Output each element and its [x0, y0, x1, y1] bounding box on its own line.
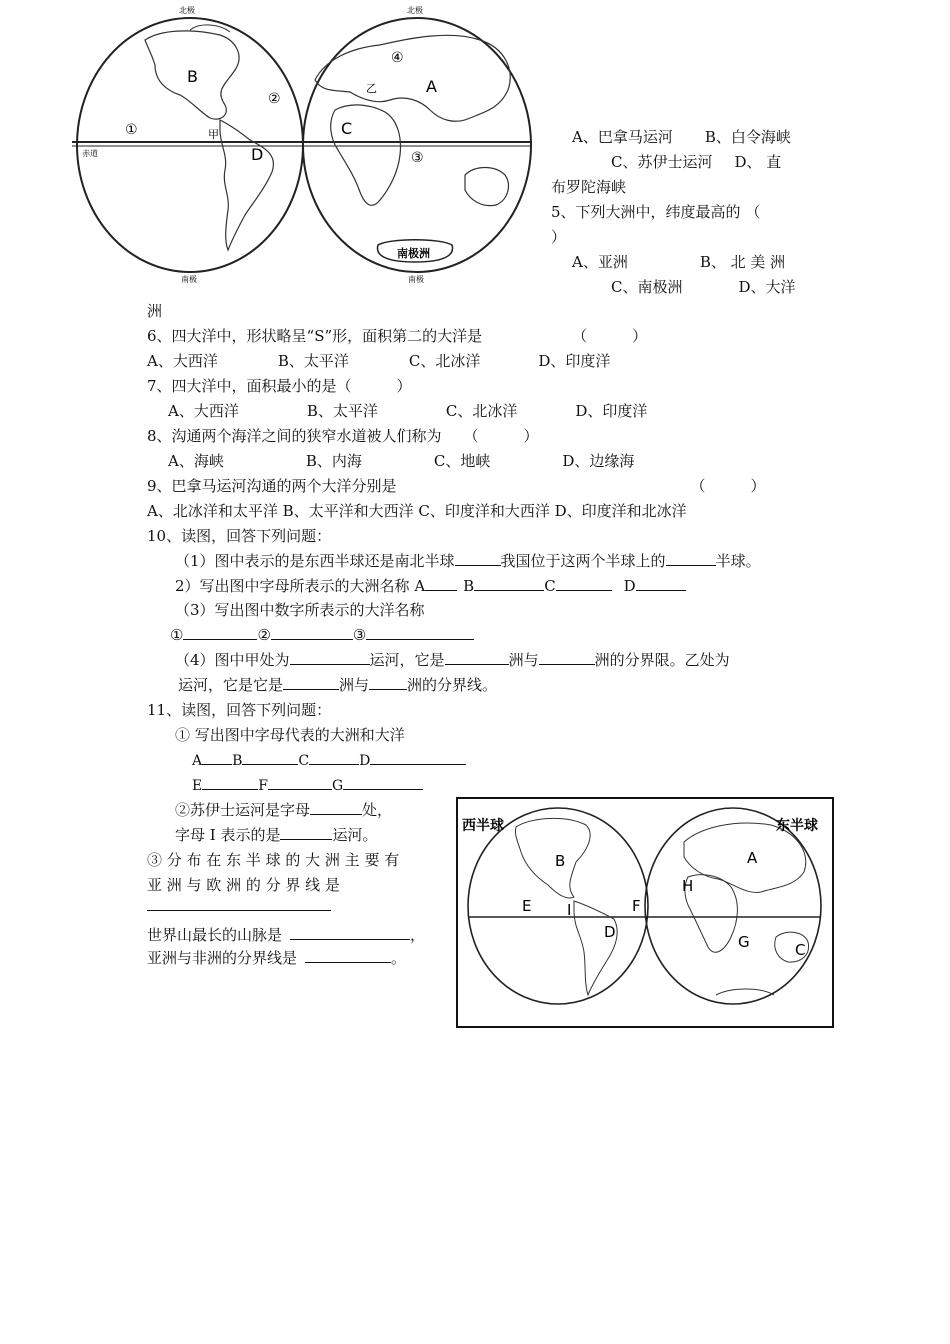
q11-p1: ① 写出图中字母代表的大洲和大洋: [175, 726, 405, 744]
map2-label-F: F: [632, 897, 641, 915]
q11-blank-G[interactable]: [343, 775, 423, 790]
hemispheres-map-2: [456, 797, 834, 1028]
q10-blank-ocean3[interactable]: [366, 625, 474, 640]
q10-blank-ocean1[interactable]: [183, 625, 257, 640]
q6-options: A、大西洋 B、太平洋 C、北冰洋 D、印度洋: [147, 352, 611, 370]
map2-label-I: I: [567, 901, 572, 919]
q11-letters-row2: E F G: [192, 775, 423, 796]
label-n3: ③: [411, 150, 424, 166]
label-jia: 甲: [208, 128, 219, 141]
q10-blank-hemisphere[interactable]: [455, 551, 501, 566]
q11-p3b: 亚 洲 与 欧 洲 的 分 界 线 是: [147, 876, 340, 894]
q5-line3: 洲: [147, 302, 163, 320]
q7-stem: 7、四大洋中，面积最小的是（ ）: [147, 377, 412, 395]
q11-letters-row1: A B C D: [192, 750, 466, 771]
label-A: A: [426, 77, 437, 96]
antarctica-label: 南极洲: [397, 247, 430, 260]
south-america-outline: [220, 120, 273, 250]
q4-line3: 布罗陀海峡: [551, 178, 627, 196]
q5-stem: 5、下列大洲中，纬度最高的 （: [551, 203, 761, 221]
south-pole-label-right: 南极: [408, 275, 424, 284]
q11-blank-mountain[interactable]: [290, 925, 410, 940]
label-D: D: [251, 145, 264, 164]
north-pole-label-left: 北极: [179, 6, 195, 15]
hemispheres-map-1: [60, 0, 540, 285]
australia-outline: [465, 168, 508, 206]
west-hemisphere-label: 西半球: [462, 818, 504, 834]
q11-blank-suez[interactable]: [310, 800, 362, 815]
q11-p5: 亚洲与非洲的分界线是 。: [147, 949, 407, 967]
q11-blank-I[interactable]: [280, 825, 332, 840]
q11-blank-D[interactable]: [370, 750, 466, 765]
q6-stem: 6、四大洋中，形状略呈“S”形，面积第二的大洋是 （ ）: [147, 327, 648, 345]
q11-blank-B[interactable]: [242, 750, 298, 765]
q5-line1: A、亚洲 B、 北 美 洲: [572, 253, 786, 271]
q10-sub4-cont: 运河，它是它是 洲与 洲的分界线。: [178, 676, 498, 694]
q11-p3a: ③ 分 布 在 东 半 球 的 大 洲 主 要 有: [147, 851, 400, 869]
q11-blank-F[interactable]: [268, 775, 332, 790]
map2-label-E: E: [522, 897, 532, 915]
q10-blank-A[interactable]: [425, 576, 457, 591]
q10-blank-canal1[interactable]: [290, 650, 370, 665]
q10-blank-cont3[interactable]: [283, 675, 339, 690]
q11-blank-E[interactable]: [202, 775, 258, 790]
map2-label-D: D: [604, 923, 616, 941]
label-B: B: [187, 67, 198, 86]
q11-blank-C[interactable]: [309, 750, 359, 765]
label-n4: ④: [391, 50, 404, 66]
q11-p2-cont: 字母 I 表示的是 运河。: [175, 826, 378, 844]
q10-sub4: （4）图中甲处为 运河，它是 洲与 洲的分界限。乙处为: [175, 651, 730, 669]
q8-stem: 8、沟通两个海洋之间的狭窄水道被人们称为 （ ）: [147, 427, 539, 445]
label-C: C: [341, 119, 353, 138]
q11-p2: ②苏伊士运河是字母 处，: [175, 801, 393, 819]
q10-sub1: （1）图中表示的是东西半球还是南北半球 我国位于这两个半球上的 半球。: [175, 552, 761, 570]
equator-label: 赤道: [82, 149, 98, 158]
q8-options: A、海峡 B、内海 C、地峡 D、边缘海: [168, 452, 635, 470]
q10-blank-D[interactable]: [636, 576, 686, 591]
map2-label-C: C: [795, 941, 806, 959]
q10-sub3-blanks: ① ② ③: [170, 625, 474, 645]
q9-stem: 9、巴拿马运河沟通的两个大洋分别是 （ ）: [147, 477, 766, 495]
q10-blank-half[interactable]: [666, 551, 716, 566]
east-hemisphere-label: 东半球: [776, 818, 818, 834]
q10-blank-C[interactable]: [556, 576, 612, 591]
eastern-hemisphere-circle: [303, 18, 531, 272]
map2-label-B: B: [555, 852, 566, 870]
q7-options: A、大西洋 B、太平洋 C、北冰洋 D、印度洋: [168, 402, 648, 420]
q10-blank-cont2[interactable]: [539, 650, 595, 665]
map2-label-A: A: [747, 849, 758, 867]
label-n1: ①: [125, 122, 138, 138]
q4-line1: A、巴拿马运河 B、白令海峡: [572, 128, 791, 146]
q5-line2: C、南极洲 D、大洋: [611, 278, 796, 296]
q10-stem: 10、读图，回答下列问题：: [147, 527, 332, 545]
q10-sub2: 2）写出图中字母所表示的大洲名称 A B C D: [175, 576, 686, 596]
q9-options: A、北冰洋和太平洋 B、太平洋和大西洋 C、印度洋和大西洋 D、印度洋和北冰洋: [147, 502, 687, 520]
q10-blank-B[interactable]: [474, 576, 544, 591]
map2-label-H: H: [682, 877, 694, 895]
q11-stem: 11、读图，回答下列问题：: [147, 701, 332, 719]
q11-blank-boundary[interactable]: [147, 910, 331, 911]
q10-blank-ocean2[interactable]: [271, 625, 353, 640]
q11-blank-A[interactable]: [202, 750, 232, 765]
q10-blank-cont4[interactable]: [369, 675, 407, 690]
western-hemisphere-circle: [77, 18, 303, 272]
label-yi: 乙: [366, 82, 377, 95]
q5-stem-close: ）: [551, 228, 567, 246]
map2-label-G: G: [738, 933, 750, 951]
label-n2: ②: [268, 91, 281, 107]
q11-blank-asia-africa[interactable]: [305, 948, 391, 963]
north-pole-label-right: 北极: [407, 6, 423, 15]
q4-line2: C、苏伊士运河 D、 直: [611, 153, 782, 171]
q10-sub3: （3）写出图中数字所表示的大洋名称: [175, 601, 425, 619]
q10-blank-cont1[interactable]: [445, 650, 509, 665]
south-pole-label-left: 南极: [181, 275, 197, 284]
q11-p4: 世界山最长的山脉是 ，: [147, 926, 426, 944]
